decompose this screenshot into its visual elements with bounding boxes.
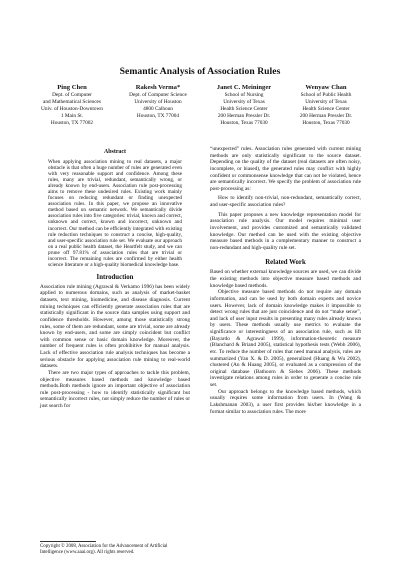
body-paragraph: Association rule mining (Agrawal & Verkamo 1996) has been widely applied to numerous domains, such as analysis of market-basket datasets, text mining, biomedicine, and disease diagnosis. Current mining techniques can efficiently generate association rules that are statistically significant in the source data samples using support and confidence thresholds. However, among those statistically strong rules, some of them are redundant, some are trivial, some are already known by end-users, and some are simply coincident but conflict with common sense or basic domain knowledge. Moreover, the number of frequent rules is often prohibitive for manual analysis. Lack of effective association rule analysis techniques has become a serious obstacle for applying association rule mining to real-world datasets. — [40, 283, 190, 370]
author-affiliation-line: University of Houston — [134, 99, 182, 106]
author-affiliation-line: University of Texas — [305, 99, 347, 106]
author-affiliation-line: Houston, TX 77002 — [50, 120, 94, 127]
author-affiliation-line: and Mathematical Sciences — [43, 99, 101, 106]
author-affiliation-line: School of Public Health — [300, 92, 352, 98]
body-paragraph: This paper proposes a new knowledge representation model for association rule analysis. Our model requires minimal user involvement, and provides customized and semantically validated knowledge. Our method can be used with the existing objective measure based methods in a complementary manner to construct a non-redundant and high-quality rule set. — [210, 211, 361, 251]
left-column — [40, 148, 190, 410]
introduction-heading: Introduction — [96, 273, 134, 281]
author-affiliation-line: 200 Herman Pressler Dr. — [217, 113, 271, 120]
author-name: Janet C. Meininger — [216, 84, 272, 91]
author-wenyaw-chan — [290, 84, 362, 127]
paper-title: Semantic Analysis of Association Rules — [119, 66, 281, 77]
author-ping-chen — [40, 84, 104, 127]
author-affiliation-line: Houston, Texas 77030 — [302, 120, 350, 127]
author-affiliation-line: Dept. of Computer Science — [129, 92, 187, 98]
body-paragraph: Based on whether external knowledge sources are used, we can divide the existing methods into objective measure based methods and knowledge based methods. — [210, 269, 361, 289]
author-affiliation-line: School of Nursing — [224, 92, 264, 98]
author-affiliation-line: Houston, TX 77004 — [136, 113, 180, 120]
right-column — [210, 146, 361, 415]
author-name: Ping Chen — [57, 84, 87, 91]
body-paragraph: Objective measure based methods do not require any domain information, and can be used by both domain experts and novice users. However, lack of domain knowledge makes it impossible to detect wrong rules that are just coincidence and do not “make sense”, and lack of user input results in presenting many rules already known by users. These methods usually use metrics to evaluate the significance or interestingness of an association rule, such as lift (Bayardo & Agrawal 1999), information-theoretic measure (Blanchard & Briand 2005), statistical hypothesis tests (Webb 2006), etc. To reduce the number of rules that need manual analysis, rules are summarized (Yan X. & D. 2005), generalized (Huang & Wu 2002), clustered (An & Huang 2005), or evaluated as a compression of the original database (Bathoorn & Siebes 2006). These methods investigate relations among rules in order to generate a concise rule set. — [210, 289, 361, 388]
author-name: Wenyaw Chan — [305, 84, 347, 91]
author-name: Rakesh Verma* — [135, 84, 181, 91]
author-affiliation-line: Health Science Center — [220, 106, 268, 113]
abstract-heading: Abstract — [104, 149, 126, 155]
footnote-rule — [40, 541, 96, 542]
abstract-text: When applying association mining to real datasets, a major obstacle is that often a huge number of rules are generated even with very reasonable support and confidence. Among these rules, many are trivial, redundant, semantically wrong, or already known by end-users. Association rule post-processing aims to remove these undesired rules. Existing work mainly focuses on reducing redundant or finding unexpected association rules. In this paper, we propose an innovative method based on semantic network. We semantically divide association rules into five categories: trivial, known and correct, unknown and correct, known and incorrect, unknown and incorrect. Our method can be efficiently integrated with existing rule reduction techniques to construct a concise, high-quality, and user-specific association rule set. We evaluate our approach on a real public health dataset, the Heartfelt study, and we can prune off 97.81% of association rules that are trivial or incorrect. The remaining rules are confirmed by either health science literature or a high-quality biomedical knowledge base. — [48, 159, 182, 268]
author-affiliation-line: Houston, Texas 77030 — [220, 120, 268, 127]
author-janet-meininger — [208, 84, 280, 127]
author-affiliation-line: Dept. of Computer — [52, 92, 92, 98]
related-work-heading: Related Work — [265, 259, 306, 267]
author-affiliation-line: Health Science Center — [302, 106, 350, 113]
body-paragraph: There are two major types of approaches to tackle this problem, objective measures based methods and knowledge based methods.Both methods ignore an important objective of association rule post-processing - how to identify statistically significant but semantically incorrect rules, not simply reduce the number of rules or just search for — [40, 369, 190, 410]
author-affiliation-line: Univ. of Houston-Downtown — [41, 106, 103, 113]
problem-statement: How to identify non-trivial, non-redundant, semantically correct, and user-specific association rules? — [210, 195, 361, 208]
author-rakesh-verma — [120, 84, 196, 120]
copyright-footnote: Copyright © 2008, Association for the Advancement of Artificial Intelligence (www.aaai.org). All rights reserved. — [40, 544, 168, 555]
body-paragraph: “unexpected” rules. Association rules generated with current mining methods are only statistically significant to the source dataset. Depending on the quality of the dataset (real datasets are often noisy, incomplete, or biased), the generated rules may conflict with highly confident or commonsense knowledge that can not be violated, hence are semantically incorrect. We specify the problem of association rule post-processing as: — [210, 146, 361, 192]
author-affiliation-line: 4800 Calhoun — [143, 106, 173, 113]
author-affiliation-line: University of Texas — [223, 99, 265, 106]
body-paragraph: Our approach belongs to the knowledge based methods, which usually requires some information from users. In (Wang & Lakshmanan 2003), a user first provides his/her knowledge in a format similar to association rules. The more — [210, 388, 361, 415]
author-affiliation-line: 200 Herman Pressler Dr. — [299, 113, 353, 120]
author-affiliation-line: 1 Main St. — [60, 113, 84, 120]
